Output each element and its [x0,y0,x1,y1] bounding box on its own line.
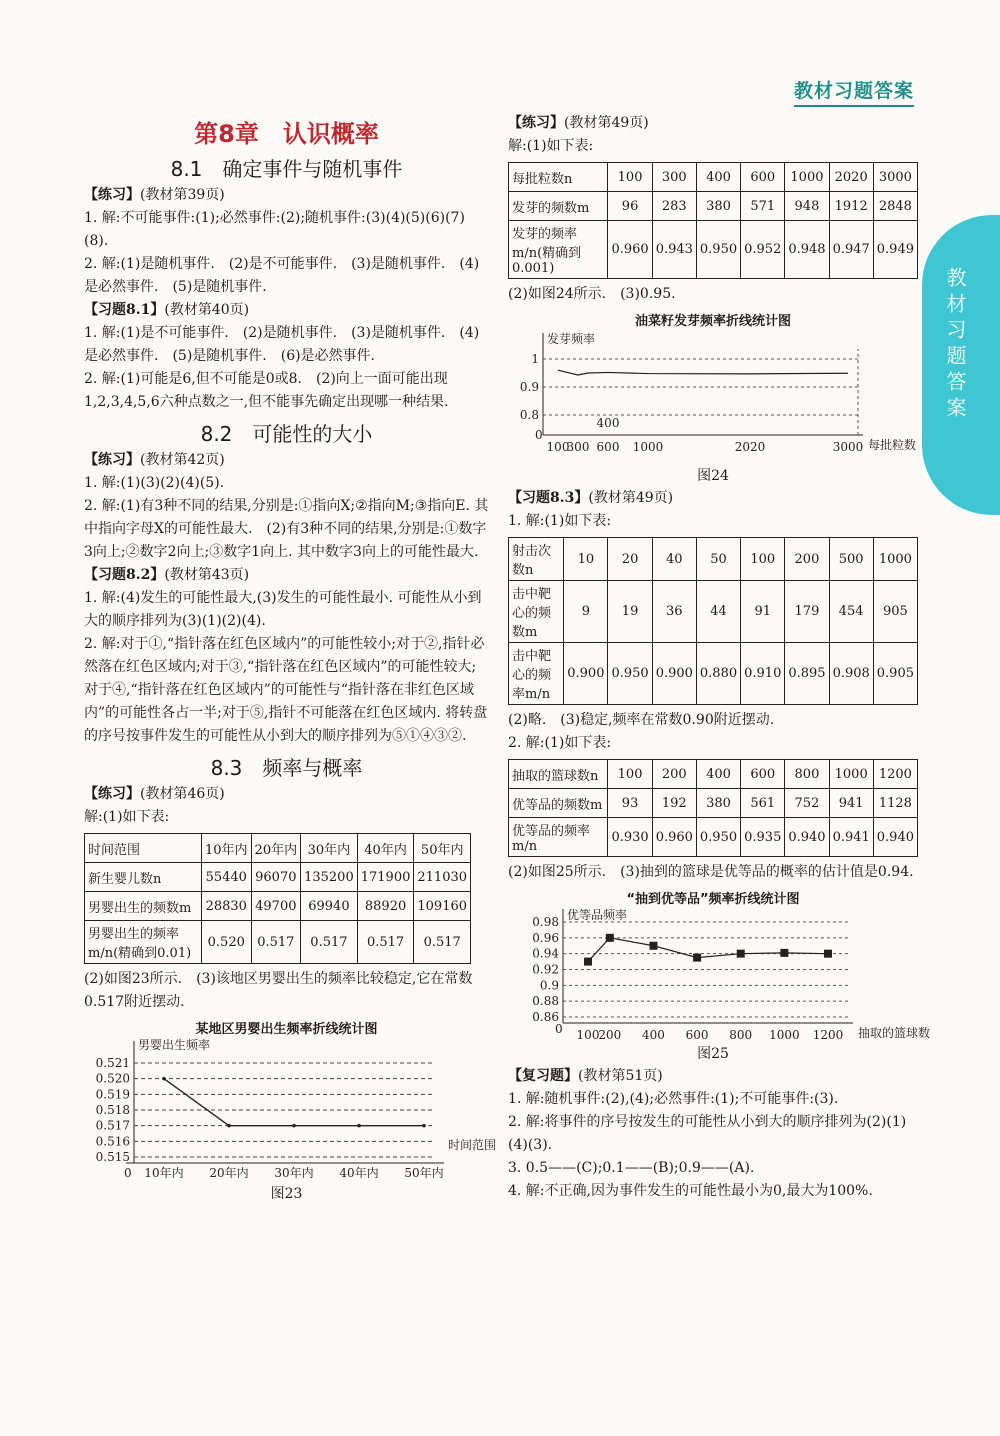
data-point [422,1124,426,1128]
table-cell: 0.895 [785,643,829,705]
chart-germination-rate [508,329,917,459]
table-cell: 0.960 [608,221,652,279]
data-point [824,950,832,958]
table-cell: 600 [741,760,785,789]
table-cell: 179 [785,581,829,643]
x-tick-label: 600 [685,1028,709,1042]
table-cell: 抽取的篮球数n [509,760,608,789]
table-cell: 88920 [357,892,414,921]
x-tick-label: 30年内 [274,1166,314,1180]
table-cell: 0.910 [741,643,785,705]
table-cell: 0.950 [696,818,740,857]
y-tick-label: 0.88 [532,994,559,1009]
exercise-tag: 【练习】 [84,452,140,468]
exercise-ref: (教材第42页) [140,452,225,468]
table-cell: 男婴出生的频数m [85,892,202,921]
x-tick-label: 1000 [769,1028,800,1042]
answer-text: 2. 解:将事件的序号按发生的可能性从小到大的顺序排列为(2)(1)(4)(3). [508,1114,907,1153]
right-column [508,112,931,1203]
table-cell: 1200 [873,760,917,789]
table-cell: 20 [608,538,652,581]
table-cell: 1128 [873,789,917,818]
data-point [693,954,701,962]
table-row [85,863,471,892]
table-row [85,834,471,863]
x-tick-label: 600 [596,440,620,454]
origin-label: 0 [535,428,543,442]
table-cell: 941 [829,789,873,818]
table-row [509,643,918,705]
table-cell: 新生婴儿数n [85,863,202,892]
table-cell: 380 [696,789,740,818]
answer-text: 2. 解:(1)是随机事件. (2)是不可能事件. (3)是随机事件. (4)是必然事件. (5)是随机事件. [84,256,480,295]
table-cell: 0.517 [357,921,414,964]
data-point [357,1124,361,1128]
table-cell: 36 [652,581,696,643]
table-cell: 283 [652,192,696,221]
table-cell: 击中靶心的频率m/n [509,643,564,705]
table-cell: 0.900 [652,643,696,705]
x-tick-label: 800 [729,1028,753,1042]
answer-text: 2. 解:(1)可能是6,但不可能是0或8. (2)向上一面可能出现1,2,3,4,5,6六种点数之一,但不能事先确定出现哪一种结果. [84,371,449,410]
table-cell: 44 [696,581,740,643]
table-cell: 1000 [785,163,829,192]
y-tick-label: 0.521 [95,1056,130,1070]
x-tick-label: 400 [642,1028,665,1042]
table-row [85,921,471,964]
table-cell: 561 [741,789,785,818]
origin-label: 0 [124,1166,132,1180]
x-tick-label: 20年内 [209,1166,249,1180]
table-cell: 时间范围 [85,834,202,863]
figure-label: 图23 [270,1186,303,1202]
section-title-8-1: 8.1 确定事件与随机事件 [170,157,403,181]
answer-text: 4. 解:不正确,因为事件发生的可能性最小为0,最大为100%. [508,1183,873,1199]
chart-title: 某地区男婴出生频率折线统计图 [195,1022,378,1037]
table-cell: 600 [741,163,785,192]
table-row [509,789,918,818]
y-tick-label: 0.517 [95,1118,130,1133]
x-tick-label: 10年内 [144,1166,184,1180]
table-cell: 10 [564,538,608,581]
y-axis-label: 发芽频率 [547,332,596,346]
x-tick-label: 40年内 [339,1166,379,1180]
table-cell: 击中靶心的频数m [509,581,564,643]
answer-text: 2. 解:(1)有3种不同的结果,分别是:①指向X;②指向M;③指向E. 其中指向字母X的可能性最大. (2)有3种不同的结果,分别是:①数字3向上;②数字2向上;③数字1向上. 其中数字3向上的可能性最大. [84,498,489,560]
data-point [162,1077,166,1081]
table-cell: 50 [696,538,740,581]
table-cell: 1000 [829,760,873,789]
table-cell: 300 [652,163,696,192]
table-cell: 100 [608,760,652,789]
data-point [737,950,745,958]
chart-birth-rate [84,1037,497,1180]
answer-text: 1. 解:(1)(3)(2)(4)(5). [84,475,225,491]
table-cell: 优等品的频率m/n [509,818,608,857]
table-cell: 800 [785,760,829,789]
chart-quality-rate [508,907,931,1042]
table-cell: 9 [564,581,608,643]
table-cell: 0.960 [652,818,696,857]
table-cell: 0.880 [696,643,740,705]
table-cell: 0.520 [202,921,252,964]
y-tick-label: 0.520 [95,1071,130,1086]
figure-label: 图24 [697,468,729,484]
table-cell: 0.943 [652,221,696,279]
exercise-ref: (教材第49页) [564,115,649,131]
series-line [588,938,828,962]
table-cell: 400 [696,163,740,192]
table-cell: 380 [696,192,740,221]
exercise-tag: 【练习】 [508,115,564,131]
x-tick-label: 100 [546,440,570,454]
homework-tag: 【习题8.3】 [508,490,589,506]
y-tick-label: 0.519 [95,1087,130,1102]
x-tick-label: 100 [576,1028,600,1042]
x-tick-label: 200 [598,1028,622,1042]
y-tick-label: 1 [531,352,539,366]
y-tick-label: 0.98 [532,915,559,929]
side-tab [922,215,1000,515]
data-point [649,942,657,950]
x-tick-label: 300 [566,440,590,454]
table-cell: 30年内 [301,834,358,863]
table-cell: 49700 [251,892,301,921]
table-cell: 2020 [829,163,873,192]
table-cell: 0.517 [251,921,301,964]
answer-text: 3. 0.5——(C);0.1——(B);0.9——(A). [508,1160,755,1176]
table-cell: 0.517 [301,921,358,964]
y-tick-label: 0.515 [95,1150,130,1164]
answer-text: 1. 解:(4)发生的可能性最大,(3)发生的可能性最小. 可能性从小到大的顺序排列为(3)(1)(2)(4). [84,590,482,629]
table-cell: 200 [652,760,696,789]
birth-table [84,833,471,964]
germination-table [508,162,918,279]
table-cell: 0.517 [414,921,471,964]
left-column [84,112,497,1205]
table-cell: 3000 [873,163,917,192]
exercise-ref: (教材第46页) [140,786,225,802]
table-cell: 1912 [829,192,873,221]
exercise-tag: 【练习】 [84,187,140,203]
answer-text: 2. 解:对于①,“指针落在红色区域内”的可能性较小;对于②,指针必然落在红色区域内;对于③,“指针落在红色区域内”的可能性较大;对于④,“指针落在红色区域内”的可能性与“指针落在非红色区域内”的可能性各占一半;对于⑤,指针不可能落在红色区域内. 将转盘的序号按事件发生的可能性从小到大的顺序排列为⑤①④③②. [84,636,488,744]
review-tag: 【复习题】 [508,1068,578,1084]
table-cell: 400 [696,760,740,789]
exercise-tag: 【练习】 [84,786,140,802]
answer-text: 1. 解:随机事件:(2),(4);必然事件:(1);不可能事件:(3). [508,1091,839,1107]
data-point [227,1124,231,1128]
x-axis-label: 时间范围 [448,1138,497,1152]
table-cell: 96070 [251,863,301,892]
homework-ref: (教材第43页) [164,567,250,583]
table-cell: 69940 [301,892,358,921]
table-cell: 454 [829,581,873,643]
table-cell: 发芽的频率m/n(精确到0.001) [509,221,608,279]
table-cell: 0.948 [785,221,829,279]
table-cell: 0.940 [873,818,917,857]
table-cell: 0.930 [608,818,652,857]
y-tick-label: 0.8 [519,408,539,422]
chapter-title: 第8章 认识概率 [194,120,379,148]
y-tick-label: 0.518 [95,1103,130,1117]
table-row [85,892,471,921]
table-cell: 96 [608,192,652,221]
answer-text: (2)略. (3)稳定,频率在常数0.90附近摆动. [508,712,775,728]
data-point [584,958,592,966]
table-cell: 28830 [202,892,252,921]
series-line [164,1079,424,1126]
answer-text: 解:(1)如下表: [508,138,594,154]
table-cell: 200 [785,538,829,581]
exercise-ref: (教材第39页) [140,187,225,203]
table-cell: 109160 [414,892,471,921]
table-cell: 优等品的频数m [509,789,608,818]
table-cell: 55440 [202,863,252,892]
table-cell: 射击次数n [509,538,564,581]
homework-tag: 【习题8.1】 [84,302,165,318]
x-tick-label: 1000 [632,440,664,454]
table-cell: 0.947 [829,221,873,279]
x-axis-label: 每批粒数 [868,438,917,452]
table-cell: 948 [785,192,829,221]
table-cell: 0.950 [608,643,652,705]
table-row [509,221,918,279]
table-cell: 0.952 [741,221,785,279]
y-axis-label: 男婴出生频率 [138,1038,211,1052]
table-cell: 211030 [414,863,471,892]
answer-text: (2)如图23所示. (3)该地区男婴出生的频率比较稳定,它在常数0.517附近摆动. [84,971,473,1010]
table-cell: 571 [741,192,785,221]
table-cell: 0.949 [873,221,917,279]
homework-ref: (教材第40页) [164,302,250,318]
table-cell: 40年内 [357,834,414,863]
table-cell: 192 [652,789,696,818]
x-axis-label: 抽取的篮球数 [858,1026,931,1040]
section-header-tab: 教材习题答案 [794,76,914,107]
table-cell: 0.908 [829,643,873,705]
y-tick-label: 0.86 [532,1010,559,1024]
table-row [509,760,918,789]
x-tick-label: 50年内 [404,1166,444,1180]
section-title-8-2: 8.2 可能性的大小 [200,422,373,446]
table-cell: 135200 [301,863,358,892]
table-cell: 20年内 [251,834,301,863]
section-title-8-3: 8.3 频率与概率 [210,756,363,780]
answer-text: (2)如图25所示. (3)抽到的篮球是优等品的概率的估计值是0.94. [508,864,914,880]
table-cell: 每批粒数n [509,163,608,192]
series-line [558,370,848,375]
table-cell: 40 [652,538,696,581]
table-cell: 2848 [873,192,917,221]
table-cell: 905 [873,581,917,643]
table-cell: 500 [829,538,873,581]
table-cell: 0.941 [829,818,873,857]
table-cell: 752 [785,789,829,818]
y-tick-label: 0.9 [539,978,559,993]
x-tick-label: 1200 [812,1028,844,1042]
table-row [509,581,918,643]
basketball-table [508,759,918,857]
answer-text: 1. 解:(1)是不可能事件. (2)是随机事件. (3)是随机事件. (4)是必然事件. (5)是随机事件. (6)是必然事件. [84,325,480,364]
table-cell: 19 [608,581,652,643]
table-cell: 91 [741,581,785,643]
table-row [509,538,918,581]
homework-ref: (教材第49页) [588,490,674,506]
figure-label: 图25 [697,1046,729,1062]
table-cell: 100 [608,163,652,192]
table-cell: 10年内 [202,834,252,863]
x-tick-label: 400 [596,416,620,430]
x-tick-label: 3000 [832,440,864,454]
answer-text: 1. 解:不可能事件:(1);必然事件:(2);随机事件:(3)(4)(5)(6)(7)(8). [84,210,465,249]
x-tick-label: 2020 [734,440,766,454]
table-row [509,192,918,221]
shooting-table [508,537,918,705]
chart-title: 油菜籽发芽频率折线统计图 [634,314,791,329]
table-row [509,818,918,857]
review-ref: (教材第51页) [578,1068,663,1084]
table-cell: 50年内 [414,834,471,863]
y-tick-label: 0.94 [532,946,559,961]
table-cell: 发芽的频数m [509,192,608,221]
side-tab-label: 教材习题答案 [943,267,967,423]
answer-text: 2. 解:(1)如下表: [508,735,612,751]
table-cell: 0.900 [564,643,608,705]
table-cell: 100 [741,538,785,581]
data-point [292,1124,296,1128]
homework-tag: 【习题8.2】 [84,567,165,583]
chart-title: “抽到优等品”频率折线统计图 [626,892,800,907]
y-tick-label: 0.516 [95,1134,130,1149]
table-cell: 男婴出生的频率m/n(精确到0.01) [85,921,202,964]
table-cell: 0.935 [741,818,785,857]
y-tick-label: 0.92 [532,962,559,977]
table-cell: 0.905 [873,643,917,705]
origin-label: 0 [555,1022,563,1036]
table-cell: 93 [608,789,652,818]
answer-text: (2)如图24所示. (3)0.95. [508,286,676,302]
data-point [606,934,614,942]
y-tick-label: 0.96 [532,930,559,945]
answer-text: 1. 解:(1)如下表: [508,513,612,529]
data-point [780,949,788,957]
table-cell: 0.950 [696,221,740,279]
y-tick-label: 0.9 [519,380,539,394]
table-cell: 171900 [357,863,414,892]
table-cell: 0.940 [785,818,829,857]
answer-text: 解:(1)如下表: [84,809,170,825]
table-row [509,163,918,192]
table-cell: 1000 [873,538,917,581]
y-axis-label: 优等品频率 [567,908,628,922]
